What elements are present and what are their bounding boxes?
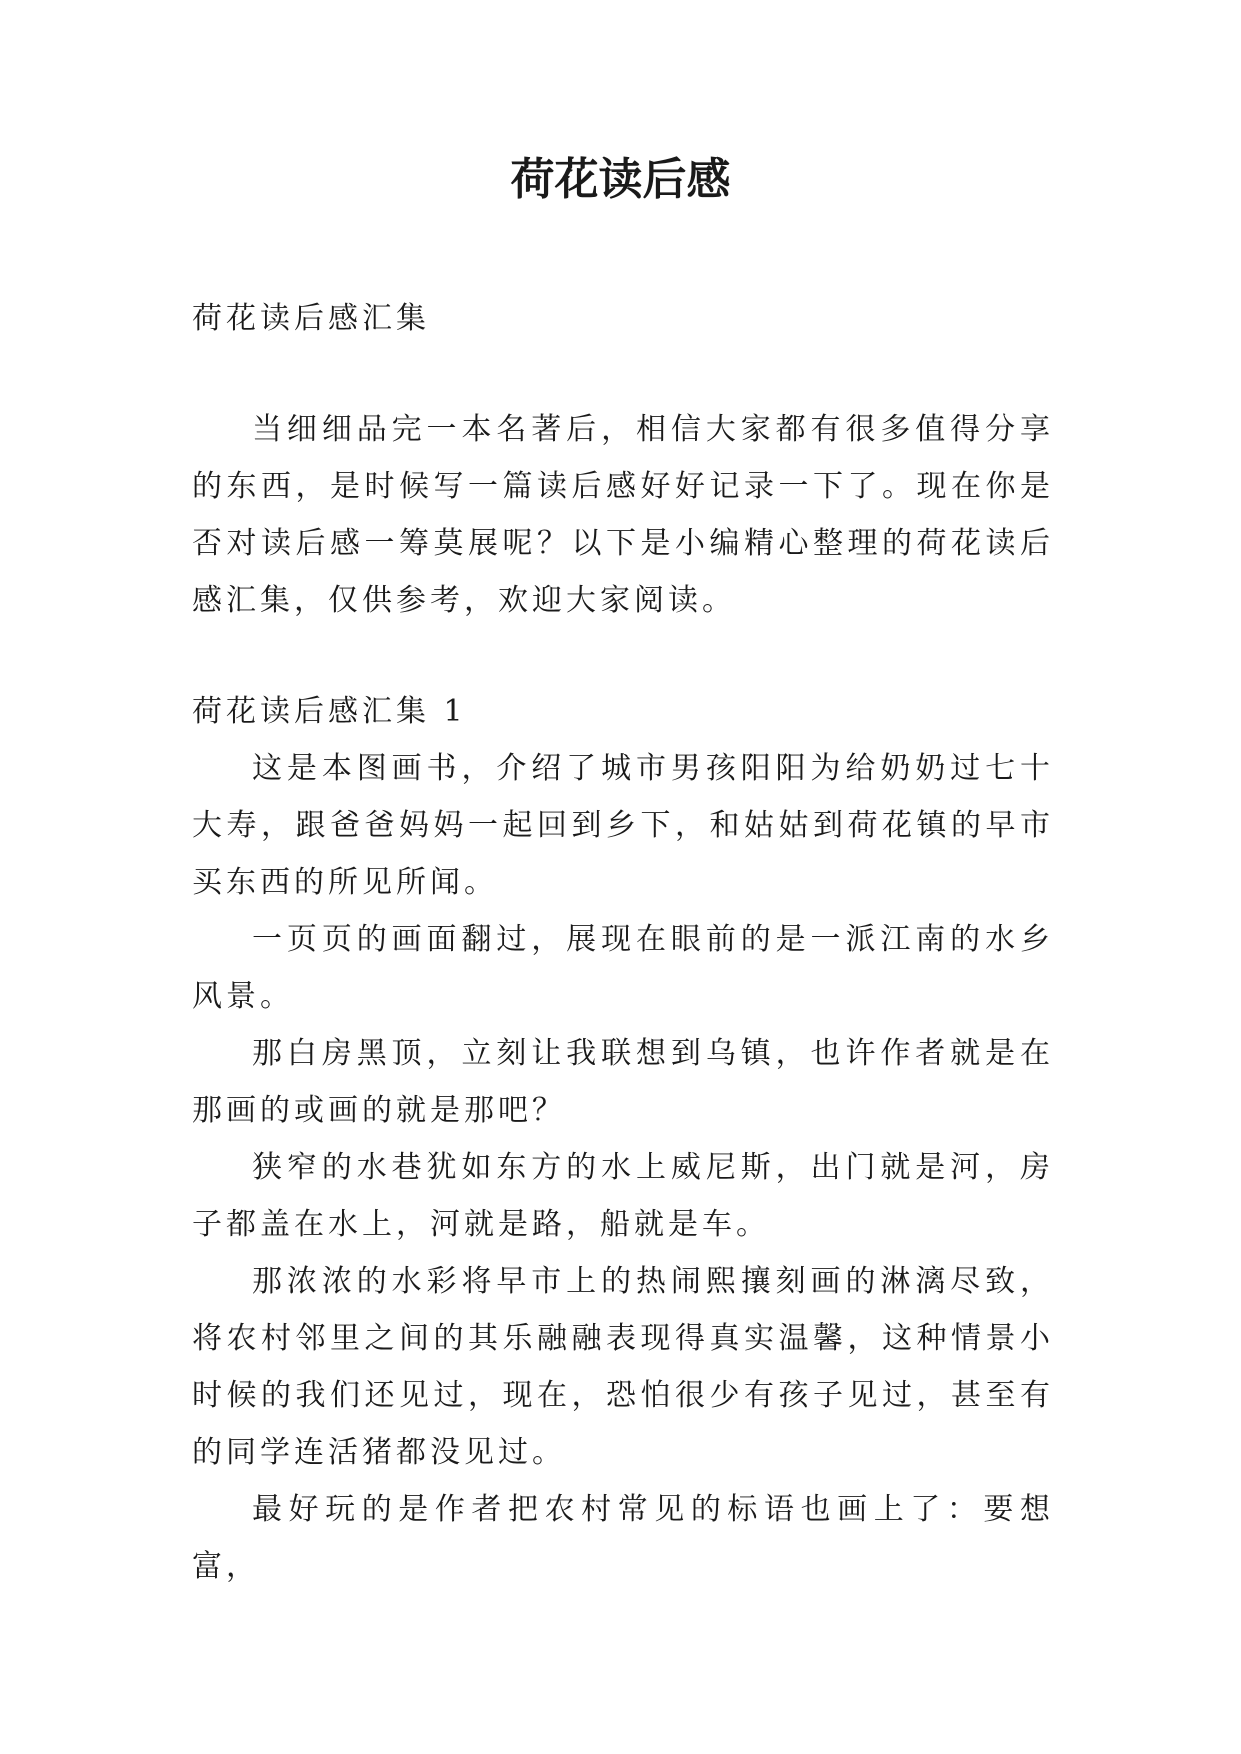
document-subtitle: 荷花读后感汇集	[192, 301, 430, 336]
body-paragraph: 这是本图画书，介绍了城市男孩阳阳为给奶奶过七十大寿，跟爸爸妈妈一起回到乡下，和姑姑到荷花镇的早市买东西的所见所闻。	[192, 751, 1054, 900]
section-heading: 荷花读后感汇集 1	[192, 694, 467, 729]
body-paragraph: 一页页的画面翻过，展现在眼前的是一派江南的水乡风景。	[192, 922, 1054, 1014]
body-paragraph: 那白房黑顶，立刻让我联想到乌镇，也许作者就是在那画的或画的就是那吧？	[192, 1036, 1054, 1128]
body-paragraph: 那浓浓的水彩将早市上的热闹熙攘刻画的淋漓尽致，将农村邻里之间的其乐融融表现得真实温馨，这种情景小时候的我们还见过，现在，恐怕很少有孩子见过，甚至有的同学连活猪都没见过。	[192, 1264, 1054, 1470]
spacer	[192, 347, 1054, 401]
body-paragraph: 最好玩的是作者把农村常见的标语也画上了：要想富，	[192, 1492, 1054, 1584]
body-paragraph: 狭窄的水巷犹如东方的水上威尼斯，出门就是河，房子都盖在水上，河就是路，船就是车。	[192, 1150, 1054, 1242]
spacer	[192, 629, 1054, 683]
intro-paragraph: 当细细品完一本名著后，相信大家都有很多值得分享的东西，是时候写一篇读后感好好记录一下了。现在你是否对读后感一筹莫展呢？以下是小编精心整理的荷花读后感汇集，仅供参考，欢迎大家阅读。	[192, 412, 1054, 618]
document-title: 荷花读后感	[510, 154, 731, 205]
document-body	[192, 290, 1054, 1595]
